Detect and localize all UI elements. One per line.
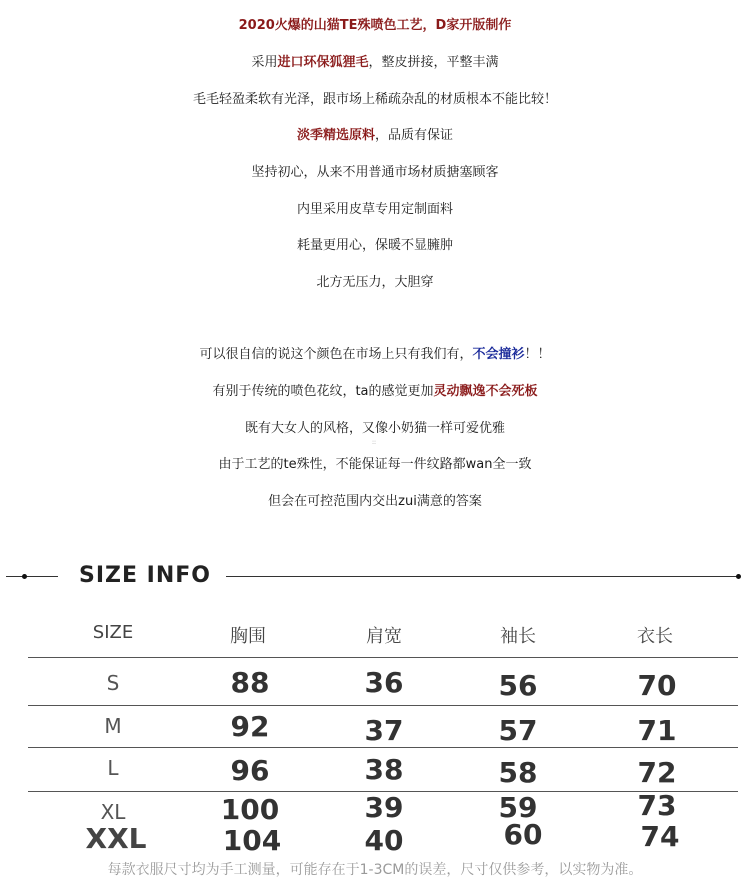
size-label: XXL	[85, 822, 147, 855]
sleeve-value: 56	[498, 669, 538, 702]
intro-line-6: 耗量更用心，保暖不显臃肿	[296, 238, 453, 253]
highlight-selected-material: 淡季精选原料	[296, 128, 375, 143]
col-header-chest: 胸围	[230, 626, 266, 647]
row-divider	[28, 657, 738, 658]
left-dot	[22, 574, 27, 579]
shoulder-value: 38	[364, 753, 404, 786]
measurement-note: 每款衣服尺寸均为手工测量，可能存在于1-3CM的误差，尺寸仅供参考，以实物为准。	[107, 862, 643, 878]
size-info-title: SIZE INFO	[79, 563, 211, 588]
shoulder-value: 40	[364, 824, 404, 857]
chest-value: 104	[222, 824, 282, 857]
size-label: XL	[100, 800, 126, 824]
intro-line-4: 坚持初心，从来不用普通市场材质搪塞顾客	[251, 165, 499, 180]
size-info-header	[0, 555, 750, 595]
intro-line-2: 毛毛轻盈柔软有光泽，跟市场上稀疏杂乱的材质根本不能比较！	[192, 92, 557, 107]
right-rule	[226, 576, 738, 577]
intro-line-12: 但会在可控范围内交出zui满意的答案	[268, 494, 482, 509]
sleeve-value: 57	[498, 714, 538, 747]
intro-line-8: 可以很自信的说这个颜色在市场上只有我们有，不会撞衫！！	[199, 347, 551, 362]
highlight-no-duplicate: 不会撞衫	[472, 347, 525, 362]
shoulder-value: 37	[364, 714, 404, 747]
size-label: L	[107, 756, 119, 780]
intro-title: 2020火爆的山猫TE殊喷色工艺，D家开版制作	[238, 18, 512, 33]
size-label: S	[106, 671, 120, 695]
length-value: 71	[637, 714, 677, 747]
chest-value: 92	[230, 710, 270, 743]
left-rule	[6, 576, 58, 577]
sleeve-value: 58	[498, 756, 538, 789]
col-header-sleeve: 袖长	[500, 626, 536, 647]
col-header-length: 衣长	[637, 626, 673, 647]
chest-value: 100	[220, 793, 280, 826]
col-header-shoulder: 肩宽	[366, 626, 402, 647]
size-label: M	[104, 714, 122, 738]
row-divider	[28, 705, 738, 706]
shoulder-value: 39	[364, 791, 404, 824]
highlight-lively: 灵动飘逸不会死板	[433, 384, 538, 399]
intro-line-3: 淡季精选原料，品质有保证	[296, 128, 454, 143]
intro-line-10: 既有大女人的风格，又像小奶猫一样可爱优雅	[244, 421, 505, 436]
intro-line-1: 采用进口环保狐狸毛，整皮拼接，平整丰满	[251, 55, 499, 70]
decorative-dot: ::	[372, 439, 377, 446]
sleeve-value: 60	[503, 818, 543, 851]
length-value: 72	[637, 756, 677, 789]
shoulder-value: 36	[364, 666, 404, 699]
size-table	[0, 600, 750, 860]
sleeve-value: 59	[498, 791, 538, 824]
intro-line-5: 内里采用皮草专用定制面料	[296, 202, 453, 217]
intro-line-11: 由于工艺的te殊性，不能保证每一件纹路都wan全一致	[218, 457, 532, 472]
chest-value: 88	[230, 666, 270, 699]
length-value: 70	[637, 669, 677, 702]
row-divider	[28, 747, 738, 748]
chest-value: 96	[230, 754, 270, 787]
highlight-fox-fur: 进口环保狐狸毛	[277, 55, 369, 70]
length-value: 73	[637, 789, 677, 822]
col-header-size: SIZE	[92, 622, 134, 643]
right-dot	[736, 574, 741, 579]
length-value: 74	[640, 820, 680, 853]
intro-line-9: 有别于传统的喷色花纹，ta的感觉更加灵动飘逸不会死板	[212, 384, 538, 399]
intro-line-7: 北方无压力，大胆穿	[316, 275, 434, 290]
